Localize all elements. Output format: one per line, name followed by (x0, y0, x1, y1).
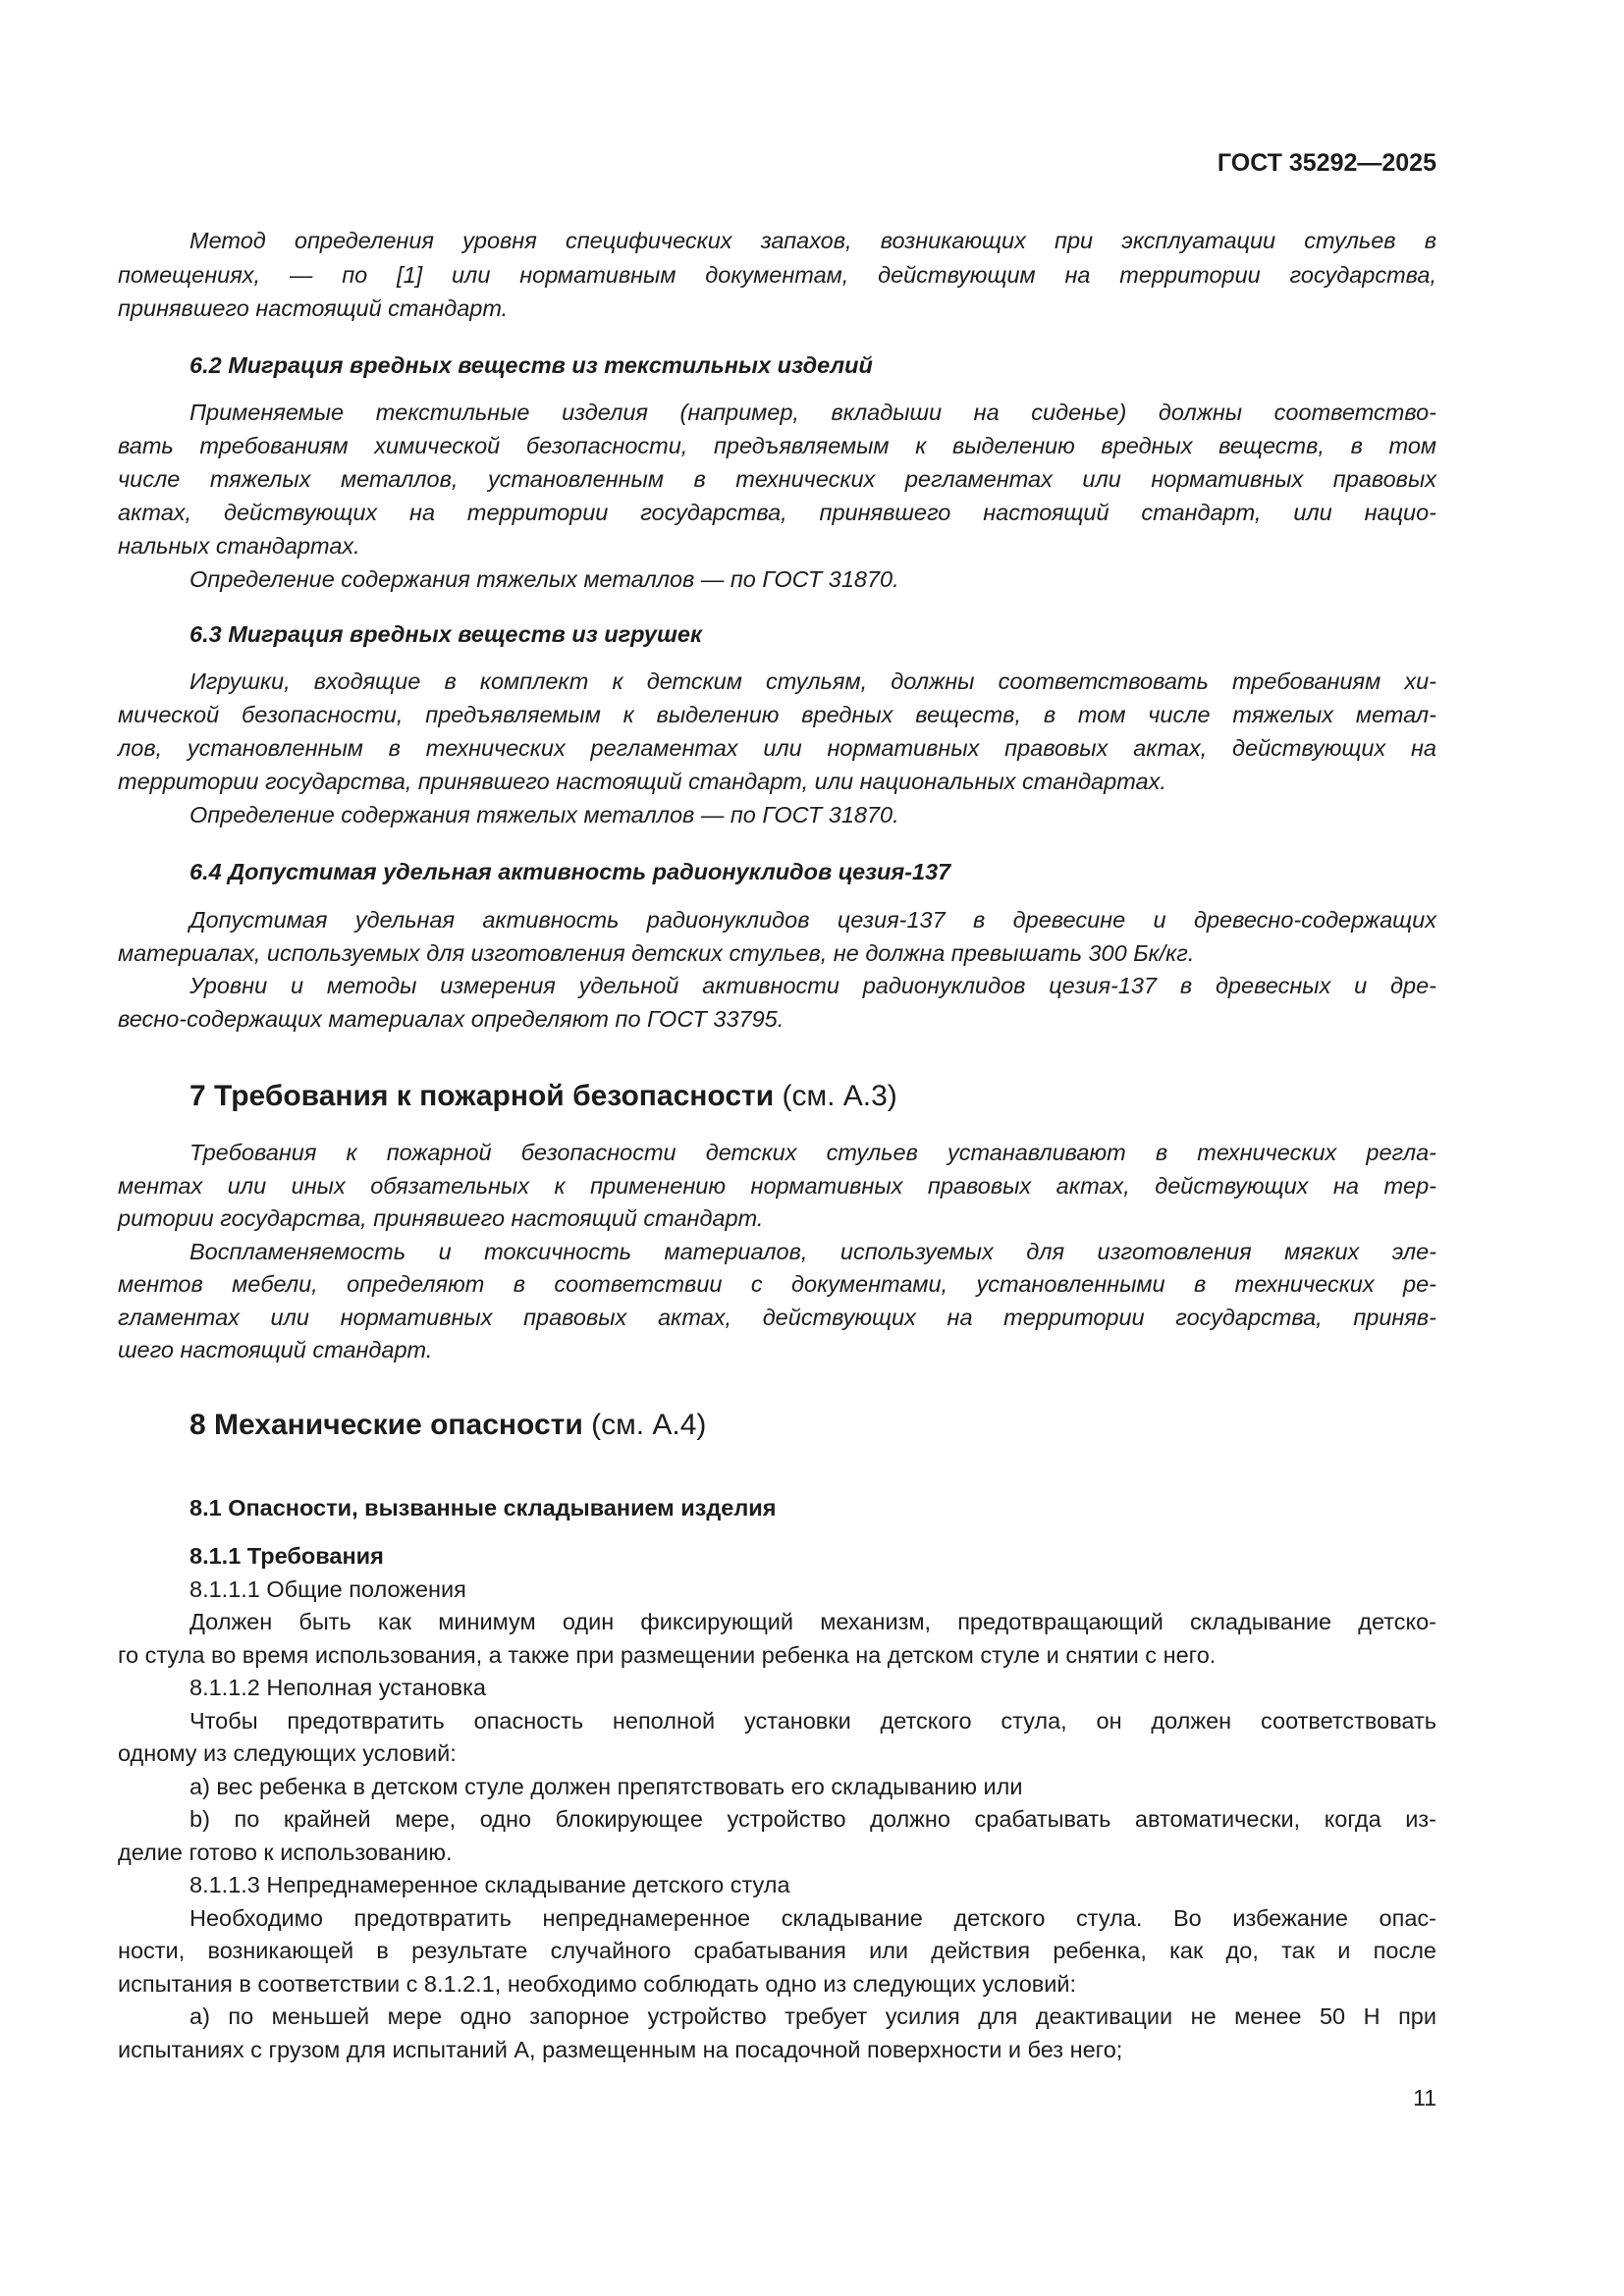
text-line: Игрушки, входящие в комплект к детским стульям, должны соответствовать требованиям хи- (189, 668, 1436, 694)
text-line: материалах, используемых для изготовления детских стульев, не должна превышать 300 Бк/кг. (118, 939, 1195, 966)
text-line: ментов мебели, определяют в соответствии с документами, установленными в технических ре- (118, 1271, 1436, 1297)
text-line: одному из следующих условий: (118, 1740, 457, 1766)
subsection-heading: 8.1 Опасности, вызванные складыванием изделия (189, 1495, 777, 1521)
text-line: Допустимая удельная активность радионуклидов цезия-137 в древесине и древесно-содержащих (189, 907, 1436, 933)
text-line: Воспламеняемость и токсичность материалов, используемых для изготовления мягких эле- (189, 1238, 1436, 1264)
section-annex-reference: (см. А.4) (582, 1409, 707, 1441)
document-header-standard-id: ГОСТ 35292—2025 (1217, 149, 1436, 177)
section-heading (189, 1406, 1436, 1445)
text-line: лов, установленным в технических регламентах или нормативных правовых актах, действующих на (118, 735, 1436, 761)
text-line: Чтобы предотвратить опасность неполной установки детского стула, он должен соответствовать (189, 1707, 1436, 1734)
text-line: ритории государства, принявшего настоящий стандарт. (118, 1205, 764, 1231)
text-line: помещениях, — по [1] или нормативным документам, действующим на территории государства, (118, 261, 1436, 288)
section-title: 8 Механические опасности (189, 1409, 583, 1441)
text-line: Метод определения уровня специфических запахов, возникающих при эксплуатации стульев в (189, 228, 1436, 253)
text-line: мической безопасности, предъявляемым к выделению вредных веществ, в том числе тяжелых метал- (118, 702, 1436, 727)
page-number: 11 (1413, 2085, 1436, 2110)
subsection-heading: 6.2 Миграция вредных веществ из текстильных изделий (189, 352, 873, 378)
text-line: территории государства, принявшего настоящий стандарт, или национальных стандартах. (118, 769, 1166, 794)
text-line: b) по крайней мере, одно блокирующее устройство должно срабатывать автоматически, когда из- (189, 1806, 1436, 1832)
text-line: а) вес ребенка в детском стуле должен препятствовать его складыванию или (189, 1773, 1023, 1799)
text-line: а) по меньшей мере одно запорное устройство требует усилия для деактивации не менее 50 Н при (189, 2003, 1436, 2029)
text-line: нальных стандартах. (118, 533, 360, 559)
text-line: испытания в соответствии с 8.1.2.1, необходимо соблюдать одно из следующих условий: (118, 1970, 1077, 1997)
text-line: Уровни и методы измерения удельной активности радионуклидов цезия-137 в древесных и дре- (189, 973, 1436, 998)
text-line: гламентах или нормативных правовых актах, действующих на территории государства, приняв- (118, 1304, 1436, 1330)
text-line: испытаниях с грузом для испытаний А, размещенным на посадочной поверхности и без него; (118, 2036, 1123, 2062)
text-line: шего настоящий стандарт. (118, 1337, 433, 1362)
section-heading (189, 1077, 1436, 1116)
text-line: весно-содержащих материалах определяют по ГОСТ 33795. (118, 1005, 785, 1032)
subsection-heading: 6.3 Миграция вредных веществ из игрушек (189, 621, 702, 647)
text-line: Определение содержания тяжелых металлов — по ГОСТ 31870. (189, 802, 899, 828)
text-line: го стула во время использования, а также при размещении ребенка на детском стуле и снятии с него. (118, 1641, 1217, 1668)
text-line: актах, действующих на территории государства, принявшего настоящий стандарт, или нацио- (118, 500, 1436, 525)
text-line: Необходимо предотвратить непреднамеренное складывание детского стула. Во избежание опас- (189, 1904, 1436, 1931)
text-line: 8.1.1.3 Непреднамеренное складывание детского стула (189, 1872, 790, 1897)
text-line: принявшего настоящий стандарт. (118, 295, 509, 321)
text-line: Требования к пожарной безопасности детских стульев устанавливают в технических регла- (189, 1140, 1436, 1165)
text-line: ментах или иных обязательных к применению нормативных правовых актах, действующих на тер- (118, 1172, 1436, 1199)
text-line: Определение содержания тяжелых металлов — по ГОСТ 31870. (189, 566, 899, 592)
section-annex-reference: (см. А.3) (774, 1080, 897, 1112)
subsection-heading: 6.4 Допустимая удельная активность радионуклидов цезия-137 (189, 859, 951, 884)
text-line: делие готово к использованию. (118, 1839, 453, 1865)
text-line: 8.1.1.1 Общие положения (189, 1575, 466, 1602)
text-line: вать требованиям химической безопасности, предъявляемым к выделению вредных веществ, в том (118, 433, 1436, 458)
text-line: ности, возникающей в результате случайного срабатывания или действия ребенка, как до, так и после (118, 1938, 1436, 1963)
text-line: 8.1.1.2 Неполная установка (189, 1675, 486, 1700)
section-title: 7 Требования к пожарной безопасности (189, 1080, 775, 1112)
text-line: Применяемые текстильные изделия (например, вкладыши на сиденье) должны соответство- (189, 400, 1436, 425)
text-line: Должен быть как минимум один фиксирующий механизм, предотвращающий складывание детско- (189, 1609, 1436, 1634)
text-line: 8.1.1 Требования (189, 1543, 384, 1569)
text-line: числе тяжелых металлов, установленным в технических регламентах или нормативных правовых (118, 466, 1436, 492)
